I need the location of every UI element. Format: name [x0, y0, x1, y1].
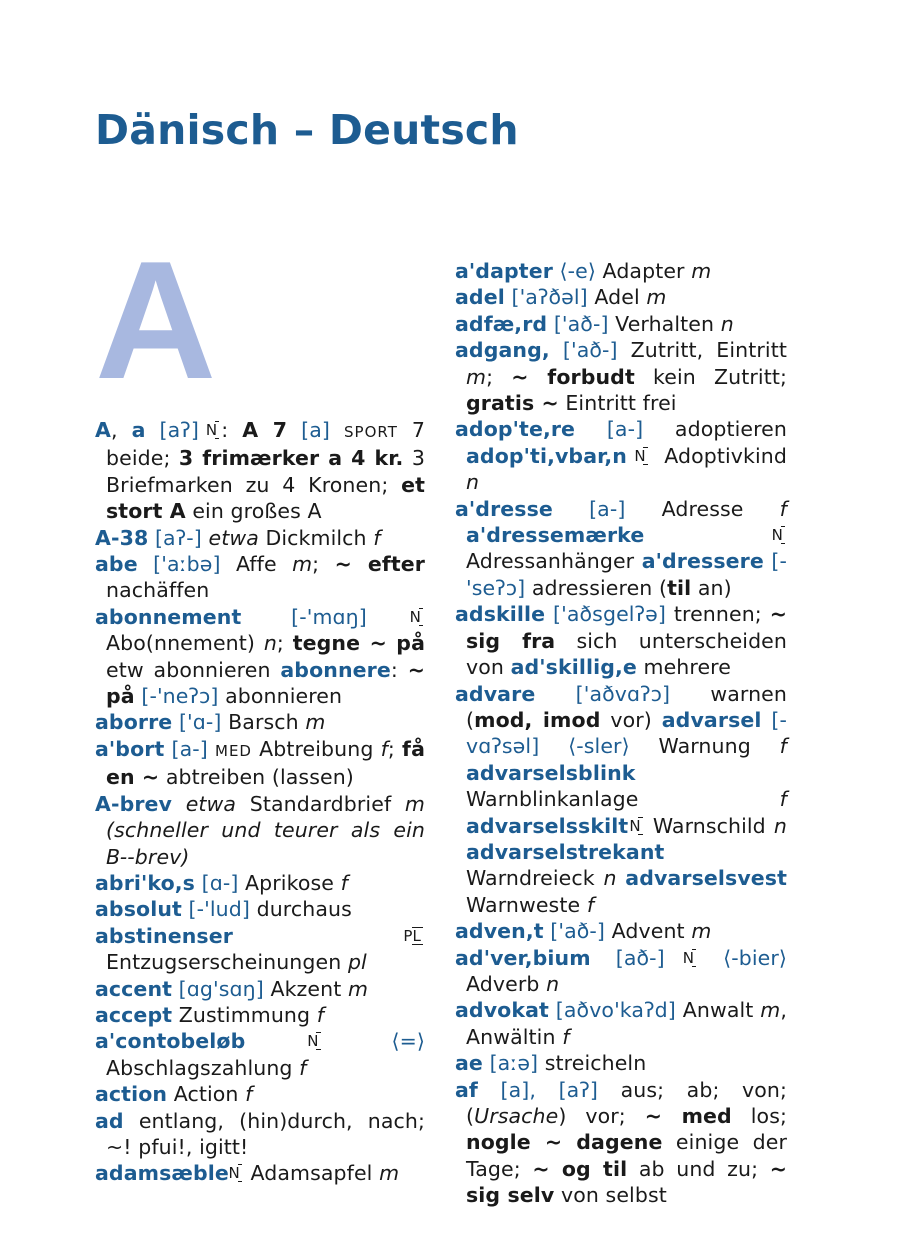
dictionary-entry [95, 976, 425, 1002]
example-phrase: ~ sig fra [466, 602, 787, 653]
pronunciation: ['að-] [562, 338, 618, 363]
dictionary-entry [455, 601, 787, 680]
noun-label: N [307, 1032, 319, 1051]
gender-label: m [404, 791, 425, 816]
entry-text: Warndreieck [466, 866, 604, 891]
inflection: ⟨-sler⟩ [568, 734, 630, 759]
entry-text: ; [486, 364, 512, 389]
headword: a'bort [95, 736, 165, 761]
gender-label: f [779, 496, 787, 521]
pronunciation: [a] [301, 418, 331, 442]
pronunciation: [ɑg'sɑŋ] [178, 976, 264, 1001]
noun-label: N [228, 1164, 240, 1183]
headword: accent [95, 976, 173, 1001]
entry-text: Barsch [221, 710, 306, 735]
entry-text: Dickmilch [258, 525, 374, 550]
entry-text: Action [167, 1082, 246, 1107]
entry-text: Standardbrief [236, 791, 405, 816]
entry-text: Anwalt [675, 998, 761, 1023]
headword: aborre [95, 710, 173, 735]
plural-label: PL [403, 926, 421, 945]
pronunciation: [ɑ-] [201, 870, 239, 895]
example-phrase: mod, imod [474, 707, 601, 732]
headword: a [131, 418, 146, 442]
headword: accept [95, 1002, 173, 1027]
entry-text: ein großes A [185, 499, 322, 524]
headword: adel [455, 285, 505, 310]
entry-text: Warnweste [466, 892, 587, 917]
entry-text: von selbst [554, 1183, 667, 1208]
gender-label: n [466, 470, 480, 495]
pronunciation: ['aːbə] [153, 552, 221, 577]
headword: advarselsskilt [466, 813, 629, 838]
example-phrase: A 7 [242, 418, 288, 442]
gender-label: m [691, 259, 712, 283]
gender-label: f [299, 1055, 307, 1080]
headword: af [455, 1077, 478, 1102]
entry-text: Aprikose [238, 870, 341, 895]
gender-label: f [779, 734, 787, 759]
inflection: ⟨=⟩ [391, 1029, 425, 1054]
example-phrase: ~ sig selv [466, 1156, 787, 1208]
gender-label: f [562, 1024, 570, 1049]
headword: advarselsvest [625, 866, 787, 891]
usage-note: etwa [185, 791, 237, 816]
entry-text: 7 beide; [106, 418, 425, 471]
gender-label: m [691, 919, 712, 944]
section-letter: A [95, 226, 217, 414]
headword: adamsæble [95, 1161, 229, 1186]
dictionary-entry [95, 896, 425, 922]
pronunciation: [aʔ-] [154, 525, 202, 550]
example-phrase: ~ på [106, 657, 425, 709]
gender-label: f [316, 1002, 325, 1027]
headword: ae [455, 1051, 483, 1076]
example-phrase: 3 frimærker a 4 kr. [178, 446, 404, 471]
entry-text: Abtreibung [251, 736, 381, 761]
gender-label: m [305, 710, 326, 735]
dictionary-entry [95, 525, 425, 551]
headword: advare [455, 681, 536, 706]
entry-text: : [221, 418, 243, 442]
entry-text: nachäffen [106, 578, 210, 603]
example-phrase: nogle ~ dagene [466, 1130, 663, 1155]
dictionary-entry [455, 1077, 787, 1209]
dictionary-entry [95, 870, 425, 896]
headword: a'dapter [455, 259, 553, 283]
headword: A [95, 418, 111, 442]
gender-label: m [646, 285, 667, 310]
headword: a'dressere [641, 549, 764, 574]
entry-text: adressieren ( [525, 575, 668, 600]
entry-text: Zustimmung [172, 1002, 317, 1027]
example-phrase: ~ og til [532, 1156, 628, 1181]
headword: abstinenser [95, 923, 233, 948]
headword: abri'ko,s [95, 870, 195, 895]
entry-text: Advent [605, 919, 692, 944]
dictionary-entry [455, 945, 787, 998]
dictionary-entry [95, 417, 425, 525]
gender-label: n [546, 971, 560, 996]
example-phrase: tegne ~ på [292, 631, 425, 656]
page-title: Dänisch – Deutsch [95, 106, 519, 154]
dictionary-entry [455, 258, 787, 284]
dictionary-entry [95, 604, 425, 710]
gender-label: f [586, 892, 595, 917]
entry-text: los; [731, 1104, 787, 1128]
entry-text: streicheln [538, 1051, 647, 1076]
entry-text: Adamsapfel [243, 1161, 380, 1186]
entry-text: Zutritt, Eintritt [617, 338, 787, 363]
gender-label: f [373, 525, 381, 550]
pronunciation: ['aðvɑʔɔ] [575, 681, 671, 706]
entry-text: entlang, (hin)durch, nach; ~! pfui!, igitt! [106, 1108, 425, 1159]
entry-text: Warnschild [644, 813, 774, 838]
usage-note: Ursache [474, 1104, 559, 1128]
right-column [455, 258, 787, 1209]
headword: abonnere [280, 657, 391, 682]
entry-text: Abschlagszahlung [106, 1055, 300, 1080]
headword: adop'ti,vbar,n [466, 443, 627, 468]
dictionary-entry [455, 918, 787, 944]
headword: A-38 [95, 525, 149, 550]
gender-label: f [380, 736, 388, 761]
headword: a'dresse [455, 496, 553, 521]
noun-label: N [634, 446, 646, 465]
entry-text: Adapter [595, 259, 692, 283]
inflection: ⟨-e⟩ [559, 259, 596, 283]
pronunciation: [-'mɑŋ] [291, 604, 367, 629]
headword: advarselsblink [466, 760, 636, 785]
pronunciation: [aʔ] [159, 418, 199, 442]
gender-label: f [245, 1082, 253, 1107]
noun-label: N [205, 421, 218, 439]
entry-text: ; [387, 736, 403, 761]
noun-label: N [682, 948, 695, 967]
entry-text: Adel [587, 285, 647, 310]
noun-label: N [629, 816, 641, 835]
entry-text: ) vor; [558, 1104, 645, 1128]
entry-text: Adressanhänger [466, 549, 642, 574]
gender-label: n [773, 813, 787, 838]
dictionary-entry [95, 1002, 425, 1028]
pronunciation: ['að-] [553, 311, 609, 336]
headword: adskille [455, 602, 546, 627]
gender-label: n [720, 311, 734, 336]
example-phrase: til [667, 575, 692, 600]
headword: advarsel [661, 707, 762, 732]
pronunciation: [aðvo'kaʔd] [555, 998, 676, 1023]
entry-text: , [110, 418, 132, 442]
pronunciation: ['að-] [550, 919, 606, 944]
pronunciation: ['aðsgelʔə] [553, 602, 666, 627]
headword: adfæ,rd [455, 311, 548, 336]
pronunciation: [að-] [615, 945, 665, 970]
dictionary-entry [95, 1081, 425, 1107]
headword: ad'skillig,e [510, 655, 637, 680]
pronunciation: [a-] [606, 417, 644, 442]
gender-label: m [760, 998, 781, 1023]
pronunciation: [a-] [171, 736, 208, 761]
dictionary-entry [455, 311, 787, 337]
entry-text: Adverb [466, 971, 547, 996]
headword: ad [95, 1108, 124, 1133]
entry-text: Warnung [629, 734, 780, 759]
entry-text: 3 Briefmarken zu 4 Kronen; [106, 446, 425, 497]
entry-text: ab und zu; [627, 1156, 770, 1181]
headword: a'contobeløb [95, 1029, 246, 1054]
dictionary-entry [95, 1108, 425, 1161]
entry-text: trennen; [665, 602, 770, 627]
domain-label: MED [215, 741, 252, 760]
dictionary-entry [455, 337, 787, 416]
entry-text: Akzent [263, 976, 348, 1001]
dictionary-entry [455, 416, 787, 495]
dictionary-entry [95, 791, 425, 870]
entry-text: : [390, 657, 408, 682]
pronunciation: [a], [aʔ] [500, 1077, 598, 1102]
pronunciation: ['ɑ-] [178, 710, 222, 735]
gender-label: n [603, 866, 617, 891]
gender-label: m [466, 364, 487, 389]
headword: advokat [455, 998, 549, 1023]
dictionary-entry [455, 1050, 787, 1076]
entry-text: adoptieren [643, 417, 787, 442]
inflection: ⟨-bier⟩ [723, 945, 788, 970]
entry-text: abonnieren [218, 684, 343, 709]
dictionary-entry [95, 1160, 425, 1186]
entry-text: Adresse [625, 496, 780, 521]
entry-text: ; [276, 631, 293, 656]
entry-text: kein Zutritt; [634, 364, 787, 389]
pronunciation: [-'neʔɔ] [141, 684, 219, 709]
gender-label: m [292, 552, 313, 577]
headword: abe [95, 552, 138, 577]
gender-label: n [263, 631, 277, 656]
headword: adgang, [455, 338, 550, 363]
entry-text: sich unterscheiden von [466, 628, 787, 680]
pronunciation: [aːə] [489, 1051, 539, 1076]
dictionary-entry [95, 709, 425, 735]
entry-text: einige der Tage; [466, 1130, 787, 1181]
dictionary-entry [95, 923, 425, 976]
entry-text: an) [691, 575, 732, 600]
pronunciation: ['aʔðəl] [511, 285, 588, 310]
noun-label: N [771, 526, 783, 545]
entry-text: vor) [600, 707, 662, 732]
dictionary-entry [455, 496, 787, 602]
headword: adven,t [455, 919, 544, 944]
example-phrase: ~ efter [334, 552, 426, 577]
entry-text: Abo(nnement) [106, 631, 264, 656]
headword: advarselstrekant [466, 839, 665, 864]
entry-text: etw abonnieren [106, 657, 281, 682]
example-phrase: ~ med [644, 1104, 732, 1128]
usage-note: etwa [208, 525, 259, 550]
entry-text: ; [312, 552, 335, 577]
entry-text: Warnblinkanlage [466, 787, 780, 812]
headword: ad'ver,bium [455, 945, 591, 970]
entry-text: Affe [220, 552, 293, 577]
entry-text: Entzugserscheinungen [106, 950, 348, 975]
entry-text: aus; ab; von; ( [466, 1077, 787, 1128]
gender-label: m [379, 1161, 400, 1186]
entry-text: Adoptivkind [649, 443, 787, 468]
example-phrase: gratis ~ [466, 391, 559, 416]
example-phrase: ~ forbudt [511, 364, 635, 389]
example-phrase: et stort A [106, 472, 425, 524]
gender-label: m [347, 976, 369, 1001]
entry-text: durchaus [249, 897, 352, 922]
dictionary-entry [95, 736, 425, 791]
entry-text: abtreiben (lassen) [159, 765, 354, 790]
dictionary-entry [95, 1028, 425, 1081]
entry-text: warnen ( [466, 681, 787, 732]
example-phrase: få en ~ [106, 736, 425, 790]
pronunciation: [-vɑʔsəl] [466, 707, 787, 759]
gender-label: f [340, 870, 348, 895]
dictionary-entry [455, 681, 787, 919]
gender-label: f [779, 787, 787, 812]
headword: adop'te,re [455, 417, 576, 442]
entry-text: Verhalten [608, 311, 721, 336]
headword: a'dressemærke [466, 523, 645, 548]
noun-label: N [409, 607, 421, 626]
pronunciation: [-'seʔɔ] [466, 549, 787, 600]
headword: A-brev [95, 791, 173, 816]
entry-text: Eintritt frei [558, 391, 677, 416]
entry-text: mehrere [636, 655, 731, 680]
domain-label: SPORT [344, 423, 398, 441]
entry-text: , Anwältin [466, 998, 787, 1049]
headword: abonnement [95, 604, 242, 629]
left-column [95, 417, 425, 1187]
pronunciation: [a-] [589, 496, 626, 521]
dictionary-entry [455, 997, 787, 1050]
gender-label: pl [347, 950, 367, 975]
dictionary-entry [95, 551, 425, 604]
headword: action [95, 1082, 168, 1107]
headword: absolut [95, 897, 182, 922]
pronunciation: [-'lud] [188, 897, 250, 922]
usage-note: (schneller und teurer als ein B--brev) [106, 818, 425, 869]
dictionary-entry [455, 284, 787, 310]
